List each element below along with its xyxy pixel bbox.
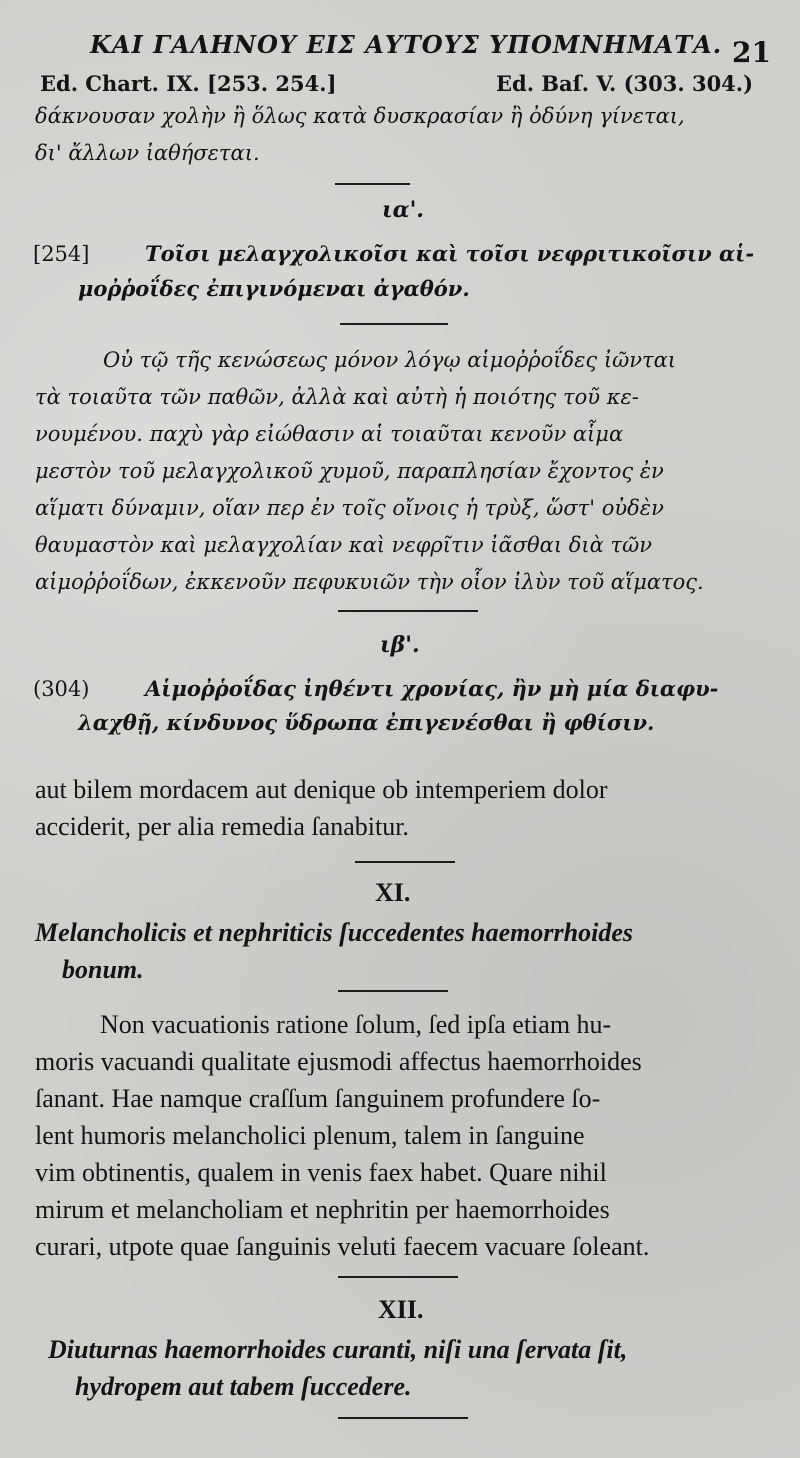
commentary-line: mirum et melancholiam et nephritin per haemorrhoides — [35, 1195, 610, 1224]
commentary-line: Non vacuationis ratione ſolum, ſed ipſa etiam hu- — [100, 1010, 612, 1039]
latin-intro-line: aut bilem mordacem aut denique ob intemperiem dolor — [35, 775, 608, 804]
commentary-line: ſanant. Hae namque craſſum ſanguinem profundere ſo- — [35, 1084, 601, 1113]
commentary-line: νουμένου. παχὺ γὰρ εἰώθασιν αἱ τοιαῦται κενοῦν αἷμα — [35, 422, 624, 446]
section-numeral: XI. — [375, 878, 411, 907]
section-numeral: ια'. — [382, 197, 424, 223]
commentary-line: αἱμοῤῥοΐδων, ἐκκενοῦν πεφυκυιῶν τὴν οἷον ἰλὺν τοῦ αἵματος. — [35, 570, 704, 594]
aphorism-line: Melancholicis et nephriticis ſuccedentes haemorrhoides — [35, 918, 633, 947]
page-number: 21 — [732, 36, 771, 69]
aphorism-line: μοῤῥοΐδες ἐπιγινόμεναι ἀγαθόν. — [78, 276, 470, 301]
section-divider — [338, 610, 478, 612]
commentary-line: lent humoris melancholici plenum, talem in ſanguine — [35, 1121, 585, 1150]
commentary-line: θαυμαστὸν καὶ μελαγχολίαν καὶ νεφρῖτιν ἰᾶσθαι διὰ τῶν — [35, 533, 653, 557]
greek-intro-line: δάκνουσαν χολὴν ἢ ὅλως κατὰ δυσκρασίαν ἢ ὀδύνη γίνεται, — [35, 104, 685, 128]
section-divider — [338, 1276, 458, 1278]
section-divider — [340, 323, 448, 325]
aphorism-line: Diuturnas haemorrhoides curanti, niſi una ſervata ſit, — [48, 1335, 628, 1364]
commentary-line: curari, utpote quae ſanguinis veluti faecem vacuare ſoleant. — [35, 1232, 650, 1261]
edition-reference-right: Ed. Baſ. V. (303. 304.) — [496, 71, 754, 96]
edition-reference-left: Ed. Chart. IX. [253. 254.] — [40, 71, 337, 96]
aphorism-line: Τοῖσι μελαγχολικοῖσι καὶ τοῖσι νεφριτικοῖσιν αἱ- — [145, 241, 755, 266]
section-divider — [338, 1417, 468, 1419]
aphorism-line: λαχθῇ, κίνδυνος ὕδρωπα ἐπιγενέσθαι ἢ φθίσιν. — [78, 710, 655, 735]
commentary-line: αἵματι δύναμιν, οἵαν περ ἐν τοῖς οἴνοις ἡ τρὺξ, ὥστ' οὐδὲν — [35, 496, 664, 520]
commentary-line: Οὐ τῷ τῆς κενώσεως μόνον λόγῳ αἱμοῤῥοΐδες ἰῶνται — [103, 348, 677, 372]
aphorism-line: Αἱμοῤῥοΐδας ἰηθέντι χρονίας, ἢν μὴ μία διαφυ- — [145, 676, 719, 701]
page-reference: (304) — [33, 677, 90, 701]
section-divider — [355, 861, 455, 863]
greek-intro-line: δι' ἄλλων ἰαθήσεται. — [35, 141, 260, 165]
section-numeral: XII. — [378, 1295, 424, 1324]
page-reference: [254] — [33, 242, 90, 266]
aphorism-line: hydropem aut tabem ſuccedere. — [75, 1372, 412, 1401]
section-divider — [335, 183, 410, 185]
section-numeral: ιβ'. — [380, 632, 420, 658]
section-divider — [338, 990, 448, 992]
latin-intro-line: acciderit, per alia remedia ſanabitur. — [35, 812, 409, 841]
aphorism-line: bonum. — [62, 955, 144, 984]
commentary-line: τὰ τοιαῦτα τῶν παθῶν, ἀλλὰ καὶ αὐτὴ ἡ ποιότης τοῦ κε- — [35, 385, 639, 409]
running-head: ΚΑΙ ΓΑΛΗΝΟΥ ΕΙΣ ΑΥΤΟΥΣ ΥΠΟΜΝΗΜΑΤΑ. — [90, 30, 723, 59]
commentary-line: vim obtinentis, qualem in venis faex habet. Quare nihil — [35, 1158, 607, 1187]
commentary-line: moris vacuandi qualitate ejusmodi affectus haemorrhoides — [35, 1047, 642, 1076]
commentary-line: μεστὸν τοῦ μελαγχολικοῦ χυμοῦ, παραπλησίαν ἔχοντος ἐν — [35, 459, 664, 483]
